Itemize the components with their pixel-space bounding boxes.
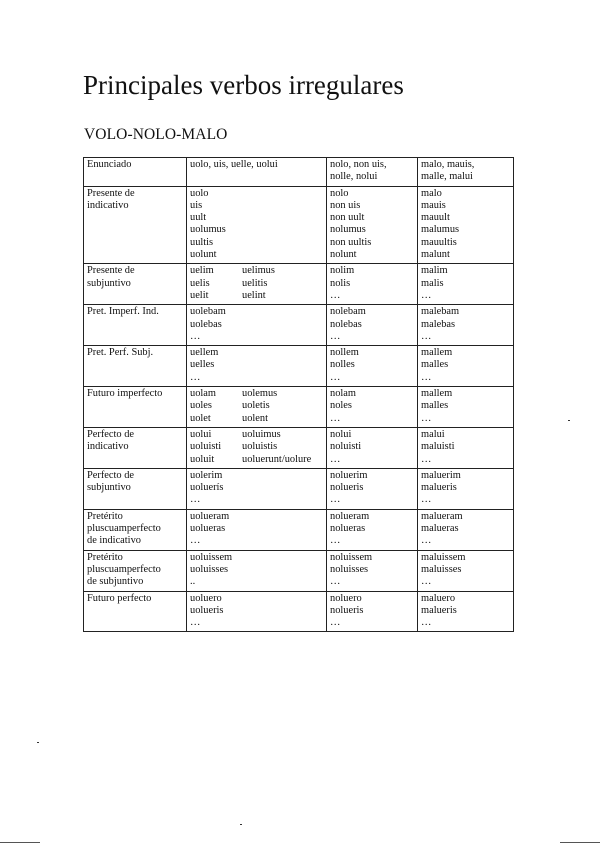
verb-form: … [421,412,432,424]
verb-form: … [190,494,201,506]
volo-cell [187,305,327,346]
table-row [84,468,514,509]
verb-form: … [421,453,432,465]
verb-form: malebam [421,306,460,318]
verb-form: uoles [190,400,212,412]
verb-form: noluisti [330,441,362,453]
volo-cell [187,346,327,387]
tense-label: Presente de [87,265,135,277]
table-row [84,305,514,346]
verb-form: uelimus [242,265,275,277]
footer-rule-left [0,842,40,843]
verb-form: nolebas [330,318,362,330]
verb-form: nolueris [330,482,364,494]
tense-label: subjuntivo [87,277,131,289]
verb-form: nollem [330,347,359,359]
verb-form: non uis [330,199,361,211]
verb-form: malumus [421,224,460,236]
verb-form: uolam [190,388,216,400]
verb-form: … [330,330,341,342]
verb-form: nolebam [330,306,366,318]
verb-form: mauultis [421,236,457,248]
verb-form: malueris [421,604,457,616]
volo-split-forms [190,429,323,466]
verb-form: uoluerís [190,482,224,494]
tense-label: Pret. Perf. Subj. [87,347,154,359]
scan-speck [240,824,242,825]
plural-forms [242,265,323,302]
verb-form: uolo, uis, uelle, uolui [190,159,278,170]
singular-forms [190,429,242,466]
malo-cell [418,468,514,509]
verb-form: uolo [190,187,209,199]
verb-form: uoluistis [242,441,278,453]
malo-cell [418,387,514,428]
malo-cell [418,186,514,264]
verb-form: maluisses [421,563,462,575]
verb-form: uolebas [190,318,222,330]
verb-form: malueris [421,482,457,494]
scan-speck [568,420,570,421]
volo-cell [187,468,327,509]
nolo-cell [327,186,418,264]
verb-form: malo [421,187,442,199]
verb-form: uelint [242,289,266,301]
verb-form: uultis [190,236,214,248]
verb-form: malle, malui [421,171,473,183]
verb-form: malebas [421,318,456,330]
tense-label: subjuntivo [87,482,131,494]
tense-label: Enunciado [87,159,132,170]
nolo-cell [327,387,418,428]
verb-form: … [190,617,201,629]
verb-form: mauult [421,212,450,224]
tense-label: de subjuntivo [87,576,144,588]
verb-form: .. [190,576,196,588]
plural-forms [242,429,323,466]
verb-form: noluero [330,592,362,604]
verb-form: … [421,371,432,383]
verb-form: … [330,494,341,506]
verb-form: nolam [330,388,356,400]
verb-form: uelitis [242,277,268,289]
verb-form: uolebam [190,306,226,318]
tense-label: Perfecto de [87,428,135,440]
tense-label-cell [84,591,187,632]
tense-label: Presente de [87,187,135,199]
volo-cell [187,158,327,187]
tense-label-cell [84,305,187,346]
volo-cell [187,509,327,550]
verb-form: mallem [421,388,453,400]
tense-label-cell [84,346,187,387]
verb-form: uolet [190,412,211,424]
verb-form: maluerim [421,469,461,481]
verb-form: noluissem [330,551,373,563]
scan-speck [37,742,39,743]
verb-form: … [330,535,341,547]
verb-table-body [84,158,514,632]
verb-form: … [330,289,341,301]
plural-forms [242,388,323,425]
table-row [84,550,514,591]
verb-form: uoluero [190,592,222,604]
table-row [84,186,514,264]
tense-label: indicativo [87,199,129,211]
volo-cell [187,186,327,264]
nolo-cell [327,550,418,591]
table-row [84,591,514,632]
verb-form: malim [421,265,448,277]
verb-form: nolles [330,359,355,371]
verb-form: … [421,289,432,301]
tense-label-cell [84,264,187,305]
verb-form: nolunt [330,249,357,261]
verb-form: noles [330,400,352,412]
volo-split-forms [190,265,323,302]
tense-label: Futuro imperfecto [87,388,163,400]
verb-form: malo, mauis, [421,159,475,170]
volo-cell [187,264,327,305]
tense-label-cell [84,158,187,187]
tense-label-cell [84,468,187,509]
verb-form: nolo [330,187,349,199]
verb-form: uoluissem [190,551,233,563]
verb-form: malueras [421,523,459,535]
verb-form: malui [421,428,445,440]
verb-form: uoluit [190,453,215,465]
verb-form: uelis [190,277,210,289]
table-row [84,264,514,305]
volo-cell [187,387,327,428]
tense-label: pluscuamperfecto [87,563,161,575]
verb-form: uolent [242,412,268,424]
verb-form: … [421,330,432,342]
tense-label: Pretérito [87,551,123,563]
tense-label: pluscuamperfecto [87,523,161,535]
verb-form: uoluisses [190,563,229,575]
volo-cell [187,427,327,468]
table-row [84,509,514,550]
verb-form: non uult [330,212,365,224]
verb-form: uolueris [190,604,224,616]
verb-form: … [190,535,201,547]
verb-form: … [330,371,341,383]
table-row [84,387,514,428]
verb-form: maluero [421,592,456,604]
tense-label: de indicativo [87,535,141,547]
nolo-cell [327,158,418,187]
verb-form: nolueras [330,523,366,535]
tense-label-cell [84,427,187,468]
verb-form: … [330,576,341,588]
verb-form: nolo, non uis, [330,159,387,170]
verb-form: … [330,453,341,465]
nolo-cell [327,427,418,468]
nolo-cell [327,509,418,550]
verb-form: uolumus [190,224,226,236]
table-row [84,346,514,387]
verb-form: … [421,617,432,629]
nolo-cell [327,591,418,632]
verb-form: … [421,494,432,506]
malo-cell [418,264,514,305]
verb-form: … [190,371,201,383]
verb-form: uelim [190,265,214,277]
verb-form: uelles [190,359,215,371]
verb-form: uolueras [190,523,226,535]
verb-form: uelit [190,289,209,301]
verb-form: … [330,412,341,424]
verb-form: mallem [421,347,453,359]
singular-forms [190,265,242,302]
verb-form: nolim [330,265,355,277]
tense-label: Perfecto de [87,469,135,481]
verb-form: nolis [330,277,351,289]
verb-form: nolumus [330,224,366,236]
verb-form: malles [421,359,449,371]
nolo-cell [327,305,418,346]
verb-form: uolemus [242,388,278,400]
verb-form: … [421,576,432,588]
verb-form: maluisti [421,441,455,453]
verb-form: malles [421,400,449,412]
malo-cell [418,158,514,187]
volo-cell [187,591,327,632]
singular-forms [190,388,242,425]
verb-form: nolui [330,428,352,440]
verb-form: noluerim [330,469,368,481]
verb-form: uolunt [190,249,217,261]
verb-form: mauis [421,199,446,211]
tense-label: Pretérito [87,510,123,522]
verb-form: uoluimus [242,428,281,440]
verb-form: … [190,330,201,342]
page-title: Principales verbos irregulares [83,70,404,100]
verb-form: nolle, nolui [330,171,378,183]
tense-label: Pret. Imperf. Ind. [87,306,159,318]
tense-label-cell [84,509,187,550]
malo-cell [418,591,514,632]
verb-form: uolueram [190,510,230,522]
verb-form: uolui [190,428,212,440]
nolo-cell [327,346,418,387]
verb-form: uis [190,199,203,211]
verb-form: uoluerunt/uolure [242,453,312,465]
table-row [84,427,514,468]
verb-form: nolueris [330,604,364,616]
verb-form: uolerim [190,469,223,481]
verb-form: uellem [190,347,219,359]
verb-form: uult [190,212,207,224]
tense-label: Futuro perfecto [87,592,152,604]
malo-cell [418,305,514,346]
tense-label-cell [84,550,187,591]
malo-cell [418,509,514,550]
volo-split-forms [190,388,323,425]
verb-form: uoletis [242,400,270,412]
verb-form: noluisses [330,563,369,575]
malo-cell [418,346,514,387]
nolo-cell [327,264,418,305]
tense-label: indicativo [87,441,129,453]
verb-form: … [330,617,341,629]
verb-form: maluissem [421,551,466,563]
section-title: VOLO-NOLO-MALO [84,126,228,143]
verb-form: malis [421,277,444,289]
malo-cell [418,550,514,591]
malo-cell [418,427,514,468]
footer-rule-right [560,842,600,843]
verb-conjugation-table [83,157,514,632]
verb-form: malunt [421,249,450,261]
verb-form: malueram [421,510,463,522]
tense-label-cell [84,186,187,264]
tense-label-cell [84,387,187,428]
verb-form: … [421,535,432,547]
table-row [84,158,514,187]
verb-form: non uultis [330,236,372,248]
nolo-cell [327,468,418,509]
volo-cell [187,550,327,591]
verb-form: uoluisti [190,441,222,453]
verb-form: nolueram [330,510,370,522]
